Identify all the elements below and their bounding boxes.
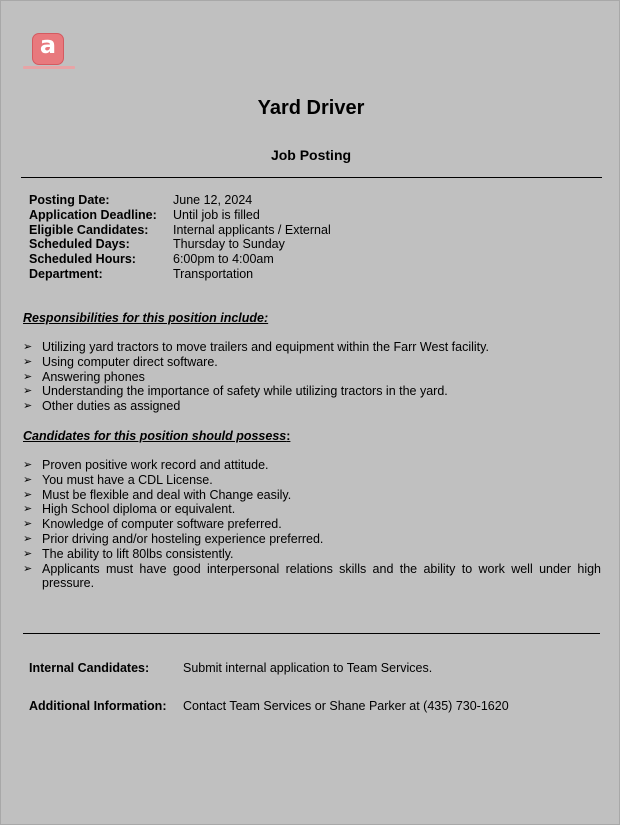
arrow-bullet-icon: ➢ <box>23 473 33 486</box>
detail-label: Application Deadline: <box>29 207 157 222</box>
additional-information-value: Contact Team Services or Shane Parker at (435) 730-1620 <box>183 699 509 713</box>
list-item <box>23 517 601 532</box>
detail-value: Internal applicants / External <box>173 222 331 237</box>
detail-label: Eligible Candidates: <box>29 222 149 237</box>
list-item-text: The ability to lift 80lbs consistently. <box>42 546 234 561</box>
divider-bottom <box>23 633 600 634</box>
arrow-bullet-icon: ➢ <box>23 488 33 501</box>
detail-value: Until job is filled <box>173 207 260 222</box>
arrow-bullet-icon: ➢ <box>23 370 33 383</box>
detail-label: Department: <box>29 266 103 281</box>
arrow-bullet-icon: ➢ <box>23 503 33 516</box>
detail-value: Transportation <box>173 266 254 281</box>
internal-candidates-row <box>29 661 432 675</box>
list-item <box>23 370 601 385</box>
list-item-text: You must have a CDL License. <box>42 472 213 487</box>
responsibilities-list <box>23 340 601 414</box>
list-item <box>23 399 601 414</box>
internal-candidates-label: Internal Candidates: <box>29 661 150 675</box>
list-item <box>23 473 601 488</box>
list-item-text: Proven positive work record and attitude. <box>42 458 269 472</box>
logo-letter: a <box>39 31 57 59</box>
qualifications-heading-text: Candidates for this position should possess <box>23 429 287 443</box>
detail-eligible-candidates <box>29 223 331 238</box>
job-title: Yard Driver <box>257 97 365 119</box>
list-item <box>23 384 601 399</box>
arrow-bullet-icon: ➢ <box>23 385 33 398</box>
detail-value: Thursday to Sunday <box>173 237 285 252</box>
list-item-text: Utilizing yard tractors to move trailers and equipment within the Farr West facility. <box>42 340 489 354</box>
detail-scheduled-hours <box>29 252 331 267</box>
qualifications-heading <box>23 429 290 443</box>
list-item <box>23 458 601 473</box>
arrow-bullet-icon: ➢ <box>23 547 33 560</box>
list-item-text: Using computer direct software. <box>42 354 218 369</box>
list-item <box>23 488 601 503</box>
arrow-bullet-icon: ➢ <box>23 400 33 413</box>
list-item <box>23 502 601 517</box>
detail-posting-date <box>29 193 331 208</box>
list-item-text: Understanding the importance of safety while utilizing tractors in the yard. <box>42 384 448 399</box>
detail-application-deadline <box>29 208 331 223</box>
list-item <box>23 532 601 547</box>
arrow-bullet-icon: ➢ <box>23 532 33 545</box>
list-item-text: Answering phones <box>42 369 145 384</box>
arrow-bullet-icon: ➢ <box>23 562 33 575</box>
detail-label: Scheduled Days: <box>29 237 130 252</box>
list-item-text: Other duties as assigned <box>42 399 181 414</box>
list-item-text: High School diploma or equivalent. <box>42 502 236 517</box>
detail-label: Scheduled Hours: <box>29 252 136 267</box>
logo-badge <box>32 33 64 65</box>
logo-tagline <box>23 66 75 69</box>
additional-information-label: Additional Information: <box>29 699 167 713</box>
list-item-text: Must be flexible and deal with Change easily. <box>42 487 292 502</box>
divider-top <box>21 177 602 178</box>
detail-value: June 12, 2024 <box>173 193 253 207</box>
arrow-bullet-icon: ➢ <box>23 355 33 368</box>
list-item <box>23 340 601 355</box>
list-item <box>23 562 601 592</box>
qualifications-heading-colon: : <box>286 429 291 443</box>
internal-candidates-value: Submit internal application to Team Services. <box>183 661 433 675</box>
arrow-bullet-icon: ➢ <box>23 341 33 353</box>
list-item-text: Applicants must have good interpersonal relations skills and the ability to work well under high pressure. <box>42 561 601 591</box>
list-item <box>23 355 601 370</box>
additional-information-row <box>29 699 509 713</box>
document-subtitle: Job Posting <box>270 147 352 163</box>
company-logo <box>23 31 75 73</box>
detail-label: Posting Date: <box>29 193 110 207</box>
list-item-text: Prior driving and/or hosteling experience preferred. <box>42 531 324 546</box>
arrow-bullet-icon: ➢ <box>23 459 33 471</box>
responsibilities-heading: Responsibilities for this position include: <box>23 311 269 325</box>
detail-value: 6:00pm to 4:00am <box>173 252 274 267</box>
list-item <box>23 547 601 562</box>
qualifications-list <box>23 458 601 591</box>
list-item-text: Knowledge of computer software preferred. <box>42 517 282 532</box>
posting-details <box>29 193 331 282</box>
detail-scheduled-days <box>29 237 331 252</box>
arrow-bullet-icon: ➢ <box>23 518 33 531</box>
detail-department <box>29 267 331 282</box>
